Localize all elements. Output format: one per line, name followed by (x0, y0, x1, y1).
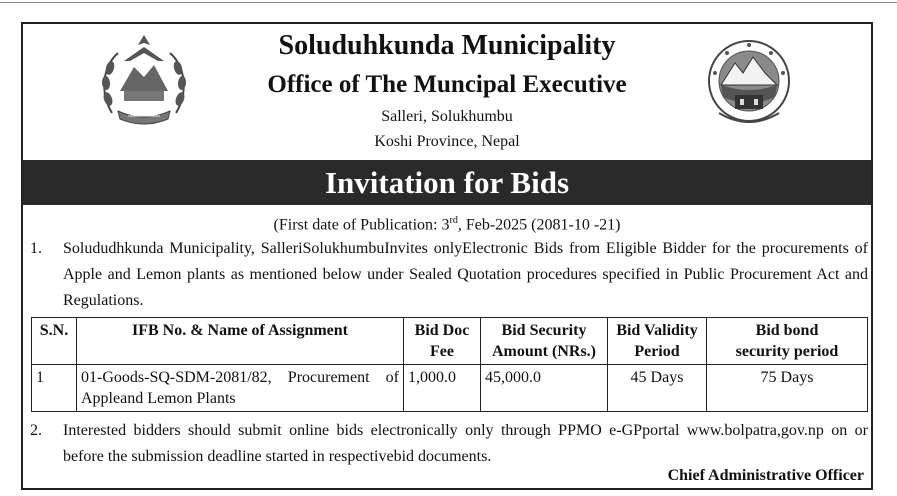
table-row (32, 365, 868, 412)
paragraph-2-text: Interested bidders should submit online bids electronically only through PPMO e-GPportal www.bolpatra,gov.np on or before the submission deadline started in respectivebid documents. (63, 422, 868, 465)
header-bond-line-1: Bid bond (755, 322, 819, 339)
paragraph-2-number: 2. (30, 422, 42, 439)
office-name: Office of The Muncipal Executive (267, 71, 627, 98)
cell-validity: 45 Days (608, 365, 707, 412)
cell-security: 45,000.0 (481, 365, 608, 412)
address-line-1: Salleri, Solukhumbu (381, 108, 513, 125)
header-fee-line-1: Bid Doc (414, 322, 470, 339)
header-bond-line-2: security period (735, 343, 839, 360)
cell-bond: 75 Days (707, 365, 868, 412)
table-header-row (32, 318, 868, 365)
header-bond (707, 318, 868, 365)
cell-sn: 1 (32, 365, 77, 412)
header-validity (608, 318, 707, 365)
notice-title-banner: Invitation for Bids (23, 160, 871, 205)
header-sn: S.N. (32, 318, 77, 365)
cell-ifb: 01-Goods-SQ-SDM-2081/82, Procurement of Appleand Lemon Plants (77, 365, 404, 412)
publication-date (23, 215, 871, 234)
publication-ordinal: rd (449, 215, 458, 226)
bids-table (31, 317, 868, 412)
header-fee-line-2: Fee (430, 343, 454, 360)
header-fee (404, 318, 481, 365)
publication-suffix: , Feb-2025 (2081-10 -21) (457, 216, 621, 234)
notice-frame (21, 22, 873, 490)
header-security-line-2: Amount (NRs.) (492, 343, 596, 360)
header-security-line-1: Bid Security (501, 322, 587, 339)
municipality-name: Soluduhkunda Municipality (278, 30, 616, 61)
paragraph-1-text: Solududhkunda Municipality, SalleriSolukhumbuInvites onlyElectronic Bids from Eligible Bidder for the procurements of Apple and Lemon plants as mentioned below under Sealed Quotation procedures specified in Public Procurement Act and Regulations. (63, 240, 868, 309)
address-line-2: Koshi Province, Nepal (374, 133, 520, 150)
header-validity-line-2: Period (634, 343, 680, 360)
signature-title: Chief Administrative Officer (667, 467, 864, 484)
header-validity-line-1: Bid Validity (616, 322, 698, 339)
paragraph-1-number: 1. (30, 240, 42, 257)
header-ifb: IFB No. & Name of Assignment (77, 318, 404, 365)
cell-fee: 1,000.0 (404, 365, 481, 412)
top-rule (0, 2, 897, 3)
publication-prefix: (First date of Publication: 3 (273, 216, 450, 234)
header-security (481, 318, 608, 365)
